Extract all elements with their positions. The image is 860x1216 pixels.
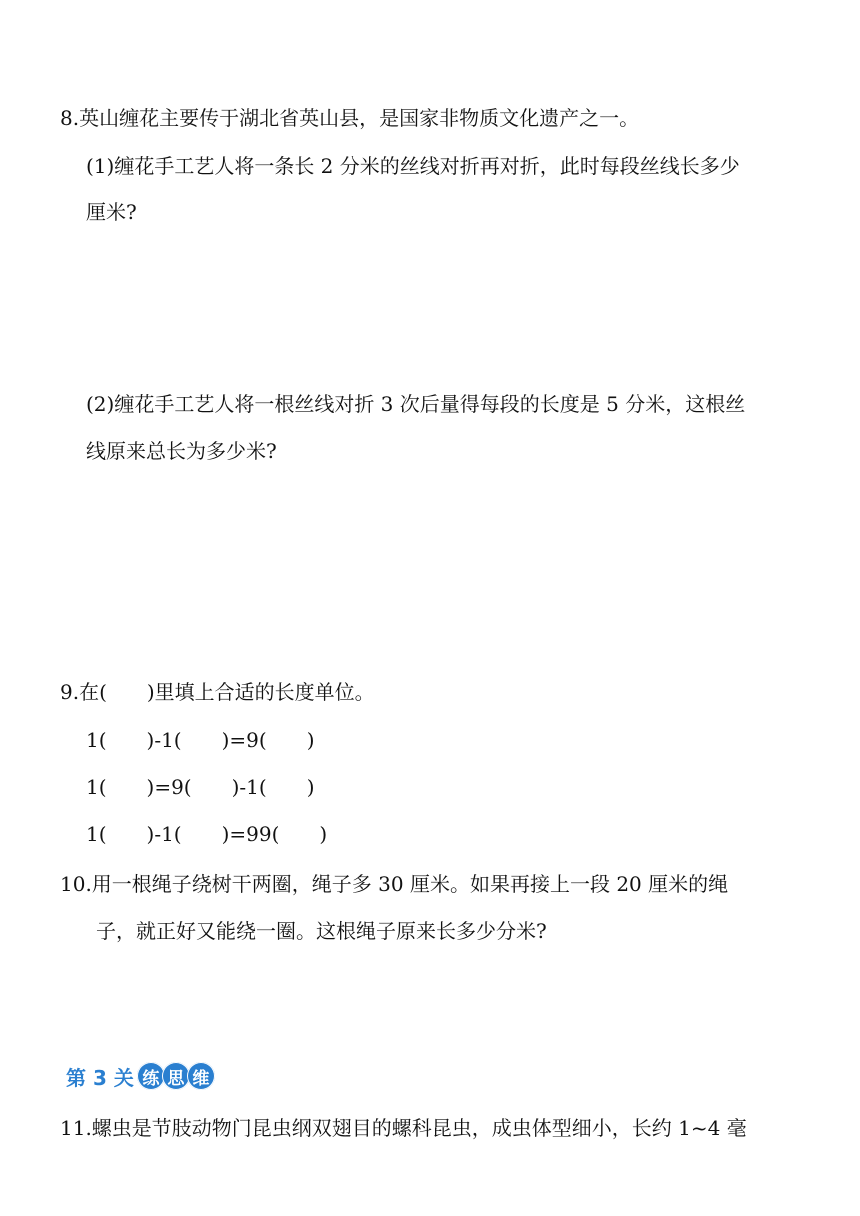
section-badge-char-1: 练 [137, 1062, 165, 1090]
q11-line1: 11.螺虫是节肢动物门昆虫纲双翅目的螺科昆虫，成虫体型细小，长约 1~4 毫 [60, 1116, 747, 1140]
section-prefix: 第 3 关 [66, 1065, 134, 1090]
q8-part2-line2: 线原来总长为多少米? [86, 439, 277, 463]
q9-row-2: 1( )=9( )-1( ) [86, 775, 315, 799]
section-header [66, 1060, 215, 1092]
q9-row-3: 1( )-1( )=99( ) [86, 822, 328, 846]
q8-part1-line1: (1)缠花手工艺人将一条长 2 分米的丝线对折再对折，此时每段丝线长多少 [86, 154, 740, 178]
q8-part2-line1: (2)缠花手工艺人将一根丝线对折 3 次后量得每段的长度是 5 分米，这根丝 [86, 392, 746, 416]
q10-line2: 子，就正好又能绕一圈。这根绳子原来长多少分米? [96, 919, 547, 943]
q8-stem: 8.英山缠花主要传于湖北省英山县，是国家非物质文化遗产之一。 [60, 106, 640, 130]
q9-stem: 9.在( )里填上合适的长度单位。 [60, 680, 375, 704]
q10-line1: 10.用一根绳子绕树干两圈，绳子多 30 厘米。如果再接上一段 20 厘米的绳 [60, 872, 729, 896]
section-badge-char-2: 思 [162, 1062, 190, 1090]
section-badge-char-3: 维 [187, 1062, 215, 1090]
q9-row-1: 1( )-1( )=9( ) [86, 728, 315, 752]
q8-part1-line2: 厘米? [86, 200, 137, 224]
